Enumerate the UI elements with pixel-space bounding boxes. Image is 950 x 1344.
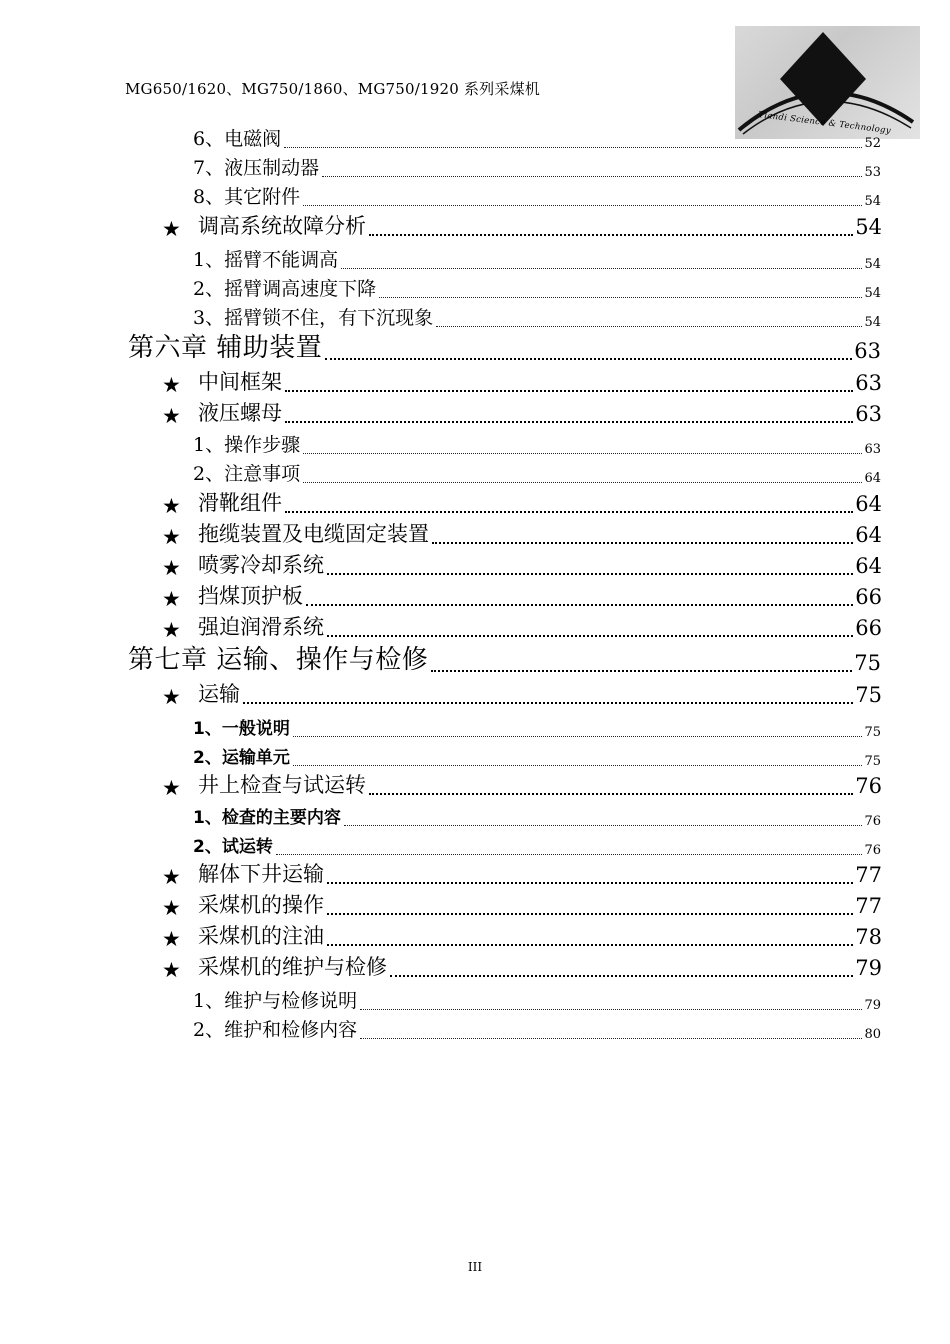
dot-leader [341,268,862,269]
page-number: III [467,1260,483,1274]
star-icon: ★ [162,896,181,920]
dot-leader [293,736,863,737]
toc-entry-label: 7、液压制动器 [193,157,320,179]
toc-entry-page: 76 [855,774,882,798]
toc-entry[interactable] [193,153,881,180]
toc-entry[interactable] [162,611,882,641]
dot-leader [303,482,862,483]
toc-entry-label: 强迫润滑系统 [198,615,324,639]
dot-leader [243,702,853,704]
dot-leader [306,604,853,606]
toc-entry-label: 解体下井运输 [198,862,324,886]
dot-leader [327,913,853,915]
toc-entry-label: 2、试运转 [193,837,273,857]
toc-entry-page: 76 [864,843,881,858]
toc-entry-page: 79 [864,998,881,1013]
dot-leader [327,573,853,575]
star-icon: ★ [162,958,181,982]
dot-leader [325,358,852,360]
toc-entry[interactable] [128,330,881,364]
running-header-title: MG650/1620、MG750/1860、MG750/1920 系列采煤机 [125,80,540,98]
toc-entry-page: 54 [864,257,881,272]
toc-entry[interactable] [162,951,882,981]
toc-entry-page: 80 [864,1027,881,1042]
toc-entry-label: 滑靴组件 [198,491,282,515]
toc-entry-page: 66 [855,585,882,609]
toc-entry-page: 79 [855,956,882,980]
toc-entry-page: 54 [864,286,881,301]
dot-leader [344,825,863,826]
toc-entry-page: 75 [864,725,881,740]
toc-entry[interactable] [193,742,881,769]
toc-entry-label: 喷雾冷却系统 [198,553,324,577]
toc-entry-label: 井上检查与试运转 [198,773,366,797]
toc-entry[interactable] [128,642,881,676]
toc-entry[interactable] [162,549,882,579]
toc-entry-label: 液压螺母 [198,401,282,425]
toc-entry-label: 2、注意事项 [193,463,301,485]
toc-entry[interactable] [193,274,881,301]
toc-entry[interactable] [193,124,881,151]
toc-entry-label: 1、维护与检修说明 [193,990,358,1012]
toc-entry-page: 75 [854,651,881,675]
star-icon: ★ [162,685,181,709]
toc-entry[interactable] [193,831,881,858]
toc-entry[interactable] [193,802,881,829]
star-icon: ★ [162,373,181,397]
toc-entry-page: 63 [854,339,881,363]
toc-entry-label: 中间框架 [198,370,282,394]
star-icon: ★ [162,404,181,428]
star-icon: ★ [162,927,181,951]
toc-entry-page: 78 [855,925,882,949]
toc-entry-label: 3、摇臂锁不住，有下沉现象 [193,307,434,329]
dot-leader [327,882,853,884]
dot-leader [360,1038,862,1039]
star-icon: ★ [162,556,181,580]
toc-entry-page: 53 [864,165,881,180]
toc-entry-label: 8、其它附件 [193,186,301,208]
toc-entry[interactable] [193,459,881,486]
toc-entry-page: 66 [855,616,882,640]
dot-leader [322,176,862,177]
toc-entry[interactable] [193,986,881,1013]
logo-text: Tiandi Science & Technology [757,110,892,137]
dot-leader [284,147,862,148]
toc-entry-page: 54 [855,215,882,239]
dot-leader [285,511,853,513]
toc-entry[interactable] [162,858,882,888]
toc-entry-label: 采煤机的维护与检修 [198,955,387,979]
toc-entry-label: 调高系统故障分析 [198,214,366,238]
toc-entry-label: 拖缆装置及电缆固定装置 [198,522,429,546]
toc-entry-label: 1、摇臂不能调高 [193,249,339,271]
dot-leader [293,765,863,766]
toc-entry[interactable] [162,210,882,240]
toc-entry-label: 2、运输单元 [193,748,290,768]
dot-leader [436,326,862,327]
dot-leader [369,793,853,795]
toc-entry[interactable] [162,366,882,396]
toc-entry-page: 63 [864,442,881,457]
toc-entry-label: 1、一般说明 [193,719,290,739]
toc-entry-page: 63 [855,371,882,395]
toc-entry[interactable] [162,769,882,799]
dot-leader [276,854,863,855]
toc-entry-label: 第六章 辅助装置 [128,333,323,363]
star-icon: ★ [162,865,181,889]
dot-leader [431,670,852,672]
toc-entry-page: 63 [855,402,882,426]
dot-leader [285,421,853,423]
toc-entry[interactable] [162,889,882,919]
star-icon: ★ [162,618,181,642]
toc-entry[interactable] [162,678,882,708]
toc-entry-label: 运输 [198,682,240,706]
toc-entry-label: 6、电磁阀 [193,128,282,150]
toc-entry-page: 64 [855,554,882,578]
dot-leader [327,944,853,946]
toc-entry-page: 77 [855,894,882,918]
toc-entry-page: 76 [864,814,881,829]
toc-entry-label: 2、维护和检修内容 [193,1019,358,1041]
star-icon: ★ [162,587,181,611]
dot-leader [369,234,853,236]
toc-entry[interactable] [162,518,882,548]
toc-entry-page: 75 [855,683,882,707]
toc-entry[interactable] [193,182,881,209]
dot-leader [303,453,862,454]
toc-entry-label: 2、摇臂调高速度下降 [193,278,377,300]
toc-entry-page: 64 [855,492,882,516]
toc-entry-page: 52 [864,136,881,151]
toc-entry-page: 54 [864,194,881,209]
toc-entry[interactable] [162,580,882,610]
toc-entry[interactable] [162,397,882,427]
toc-entry[interactable] [193,1015,881,1042]
star-icon: ★ [162,217,181,241]
toc-entry-label: 采煤机的注油 [198,924,324,948]
toc-entry[interactable] [193,430,881,457]
toc-entry-page: 64 [864,471,881,486]
toc-entry-page: 77 [855,863,882,887]
dot-leader [285,390,853,392]
star-icon: ★ [162,525,181,549]
toc-entry-label: 1、操作步骤 [193,434,301,456]
dot-leader [360,1009,862,1010]
toc-entry-label: 第七章 运输、操作与检修 [128,645,429,675]
toc-entry[interactable] [193,713,881,740]
dot-leader [432,542,853,544]
toc-entry-label: 1、检查的主要内容 [193,808,341,828]
star-icon: ★ [162,494,181,518]
toc-entry[interactable] [193,245,881,272]
star-icon: ★ [162,776,181,800]
dot-leader [303,205,862,206]
toc-entry[interactable] [162,487,882,517]
dot-leader [379,297,862,298]
toc-entry[interactable] [162,920,882,950]
toc-entry-page: 54 [864,315,881,330]
dot-leader [390,975,853,977]
toc-entry-page: 75 [864,754,881,769]
toc-entry-label: 挡煤顶护板 [198,584,303,608]
dot-leader [327,635,853,637]
toc-entry-label: 采煤机的操作 [198,893,324,917]
toc-entry-page: 64 [855,523,882,547]
toc-entry[interactable] [193,303,881,330]
